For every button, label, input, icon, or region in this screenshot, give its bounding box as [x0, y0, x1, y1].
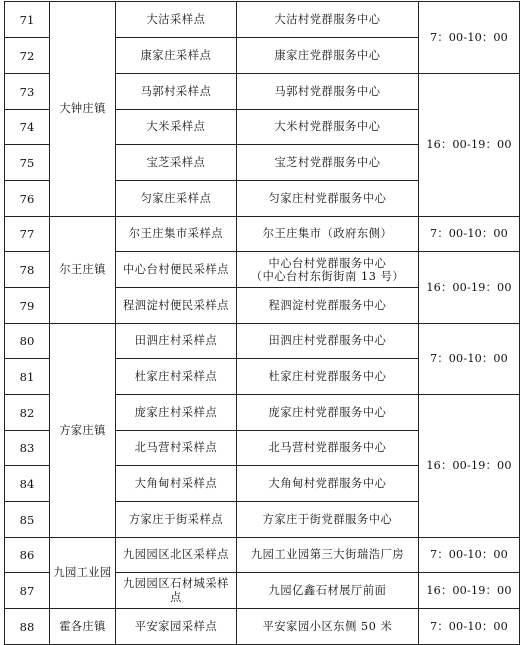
- site-address-line: 中心台村党群服务中心: [268, 256, 387, 270]
- site-address: 康家庄党群服务中心: [237, 38, 419, 74]
- table-row: [5, 609, 520, 645]
- site-address: [237, 252, 419, 288]
- row-number: 88: [5, 609, 50, 645]
- sampling-site-table-page: [4, 1, 519, 641]
- site-name: 康家庄采样点: [116, 38, 237, 74]
- site-name: 匀家庄采样点: [116, 181, 237, 217]
- time-slot: 16：00-19：00: [419, 573, 520, 609]
- row-number: 79: [5, 288, 50, 324]
- site-name: 宝芝采样点: [116, 145, 237, 181]
- site-name: 大米采样点: [116, 110, 237, 145]
- site-name: 九园园区石材城采样点: [116, 573, 237, 609]
- site-address: 程泗淀村党群服务中心: [237, 288, 419, 324]
- site-address: 宝芝村党群服务中心: [237, 145, 419, 181]
- row-number: 77: [5, 217, 50, 252]
- site-address: 大角甸村党群服务中心: [237, 466, 419, 502]
- row-number: 86: [5, 538, 50, 573]
- row-number: 81: [5, 359, 50, 395]
- site-name: 田泗庄村采样点: [116, 324, 237, 359]
- site-address: 马郭村党群服务中心: [237, 74, 419, 110]
- town-name: 方家庄镇: [50, 324, 116, 538]
- site-address: 九园工业园第三大街瑞浩厂房: [237, 538, 419, 573]
- row-number: 87: [5, 573, 50, 609]
- town-name: 大钟庄镇: [50, 2, 116, 217]
- site-name: 马郭村采样点: [116, 74, 237, 110]
- row-number: 80: [5, 324, 50, 359]
- site-address: 田泗庄村党群服务中心: [237, 324, 419, 359]
- site-name: 方家庄于街采样点: [116, 502, 237, 538]
- site-address-line: （中心台村东街街南 13 号）: [250, 269, 405, 283]
- site-name: 尔王庄集市采样点: [116, 217, 237, 252]
- site-name: 程泗淀村便民采样点: [116, 288, 237, 324]
- time-slot: 7：00-10：00: [419, 538, 520, 573]
- site-address: 杜家庄村党群服务中心: [237, 359, 419, 395]
- row-number: 74: [5, 110, 50, 145]
- time-slot: 16：00-19：00: [419, 74, 520, 217]
- site-address: 匀家庄村党群服务中心: [237, 181, 419, 217]
- row-number: 82: [5, 395, 50, 431]
- site-address: 北马营村党群服务中心: [237, 431, 419, 466]
- table-row: [5, 2, 520, 38]
- town-name: 九园工业园: [50, 538, 116, 609]
- town-name: 尔王庄镇: [50, 217, 116, 324]
- site-address: 九园亿鑫石材展厅前面: [237, 573, 419, 609]
- site-address: 方家庄于街党群服务中心: [237, 502, 419, 538]
- site-name: 庞家庄村采样点: [116, 395, 237, 431]
- site-name: 九园园区北区采样点: [116, 538, 237, 573]
- site-address: 大米村党群服务中心: [237, 110, 419, 145]
- site-name: 大角甸村采样点: [116, 466, 237, 502]
- table-row: [5, 538, 520, 573]
- row-number: 72: [5, 38, 50, 74]
- row-number: 83: [5, 431, 50, 466]
- site-name: 北马营村采样点: [116, 431, 237, 466]
- time-slot: 7：00-10：00: [419, 217, 520, 252]
- time-slot: 7：00-10：00: [419, 324, 520, 395]
- row-number: 85: [5, 502, 50, 538]
- table-row: [5, 217, 520, 252]
- time-slot: 7：00-10：00: [419, 2, 520, 74]
- site-address: 大沽村党群服务中心: [237, 2, 419, 38]
- time-slot: 7：00-10：00: [419, 609, 520, 645]
- town-name: 霍各庄镇: [50, 609, 116, 645]
- site-name: 平安家园采样点: [116, 609, 237, 645]
- row-number: 71: [5, 2, 50, 38]
- table-row: [5, 324, 520, 359]
- site-name: 中心台村便民采样点: [116, 252, 237, 288]
- site-address: 庞家庄村党群服务中心: [237, 395, 419, 431]
- row-number: 75: [5, 145, 50, 181]
- time-slot: 16：00-19：00: [419, 252, 520, 324]
- site-name: 杜家庄村采样点: [116, 359, 237, 395]
- site-address: 平安家园小区东侧 50 米: [237, 609, 419, 645]
- site-name: 大沽采样点: [116, 2, 237, 38]
- row-number: 73: [5, 74, 50, 110]
- row-number: 84: [5, 466, 50, 502]
- site-address: 尔王庄集市（政府东侧）: [237, 217, 419, 252]
- row-number: 78: [5, 252, 50, 288]
- row-number: 76: [5, 181, 50, 217]
- sampling-site-table: [4, 1, 520, 645]
- time-slot: 16：00-19：00: [419, 395, 520, 538]
